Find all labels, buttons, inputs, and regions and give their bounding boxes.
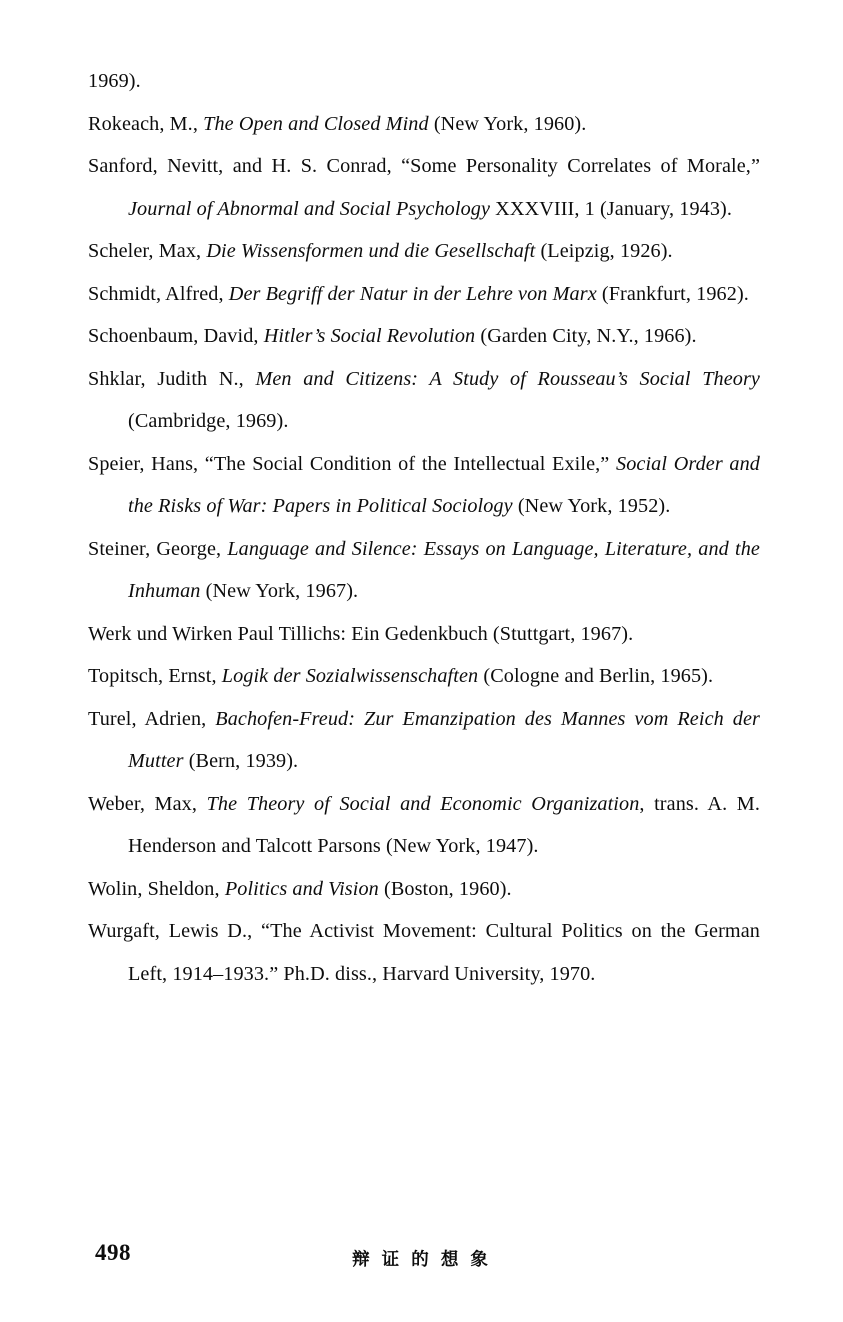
entry-text: Scheler, Max,: [88, 240, 207, 262]
bibliography-entry: [88, 315, 760, 358]
entry-text: Shklar, Judith N.,: [88, 367, 256, 390]
bibliography-entry: [88, 273, 760, 316]
entry-text: Schmidt, Alfred,: [88, 282, 229, 305]
entry-text: , trans. A. M. Henderson and Talcott Parsons (New York, 1947).: [128, 792, 760, 857]
entry-text: (Leipzig, 1926).: [535, 240, 673, 262]
entry-text: Topitsch, Ernst,: [88, 665, 222, 687]
bibliography-entry: [88, 230, 760, 273]
entry-text: Schoenbaum, David,: [88, 325, 264, 347]
entry-title-italic: Logik der Sozialwissenschaften: [221, 665, 479, 687]
entry-text: (Bern, 1939).: [183, 750, 299, 772]
entry-text: Wurgaft, Lewis D., “The Activist Movement: Cultural Politics on the German Left, 1914–1933.” Ph.D. diss., Harvard University, 1970.: [88, 920, 760, 985]
entry-title-italic: Politics and Vision: [224, 877, 379, 900]
entry-text: (Frankfurt, 1962).: [596, 282, 749, 305]
entry-text: XXXVIII, 1 (January, 1943).: [490, 197, 733, 220]
page-number: 498: [95, 1240, 131, 1265]
entry-title-italic: Hitler’s Social Revolution: [263, 325, 476, 347]
entry-text: Werk und Wirken Paul Tillichs: Ein Gedenkbuch (Stuttgart, 1967).: [88, 622, 634, 645]
entry-text: Wolin, Sheldon,: [88, 877, 225, 900]
bibliography-entry: [88, 528, 760, 613]
entry-text: (New York, 1967).: [200, 580, 359, 602]
bibliography-entry: [88, 783, 760, 868]
running-title: 辩 证 的 想 象: [352, 1250, 491, 1270]
bibliography-entry: [88, 868, 760, 911]
entry-text: Turel, Adrien,: [88, 707, 216, 730]
entry-title-italic: The Theory of Social and Economic Organization: [206, 792, 640, 815]
entry-title-italic: Men and Citizens: A Study of Rousseau’s Social Theory: [255, 367, 760, 390]
bibliography-entry: [88, 910, 760, 995]
entry-title-italic: Der Begriff der Natur in der Lehre von Marx: [228, 282, 597, 305]
entry-text: Sanford, Nevitt, and H. S. Conrad, “Some Personality Correlates of Morale,”: [88, 155, 760, 177]
entry-title-italic: The Open and Closed Mind: [203, 112, 429, 135]
bibliography-entry: [88, 60, 760, 103]
entry-text: Speier, Hans, “The Social Condition of the Intellectual Exile,”: [88, 452, 616, 475]
bibliography-entry: [88, 698, 760, 783]
entry-text: (Garden City, N.Y., 1966).: [475, 325, 697, 347]
bibliography-entry: [88, 103, 760, 146]
entry-text: Steiner, George,: [88, 537, 228, 560]
bibliography-entry: [88, 443, 760, 528]
entry-text: (New York, 1952).: [512, 495, 671, 517]
bibliography-entry: [88, 655, 760, 698]
entry-text: (New York, 1960).: [428, 112, 587, 135]
entry-title-italic: Language and Silence: Essays on Language, Literature, and the Inhuman: [128, 537, 760, 602]
entry-text: 1969).: [88, 70, 141, 92]
entry-text: (Cologne and Berlin, 1965).: [478, 665, 714, 687]
entry-title-italic: Journal of Abnormal and Social Psychology: [128, 197, 491, 220]
bibliography-entry: [88, 613, 760, 656]
entry-title-italic: Social Order and the Risks of War: Papers in Political Sociology: [128, 452, 761, 517]
entry-text: (Boston, 1960).: [378, 877, 512, 900]
entry-text: (Cambridge, 1969).: [128, 410, 289, 432]
entry-title-italic: Bachofen-Freud: Zur Emanzipation des Mannes vom Reich der Mutter: [128, 707, 761, 772]
entry-text: Weber, Max,: [88, 792, 207, 815]
entry-text: Rokeach, M.,: [88, 112, 204, 135]
bibliography-entry: [88, 145, 760, 230]
bibliography-entry: [88, 358, 760, 443]
bibliography-list: [88, 60, 760, 995]
entry-title-italic: Die Wissensformen und die Gesellschaft: [206, 240, 536, 262]
page-footer: [0, 1240, 843, 1274]
